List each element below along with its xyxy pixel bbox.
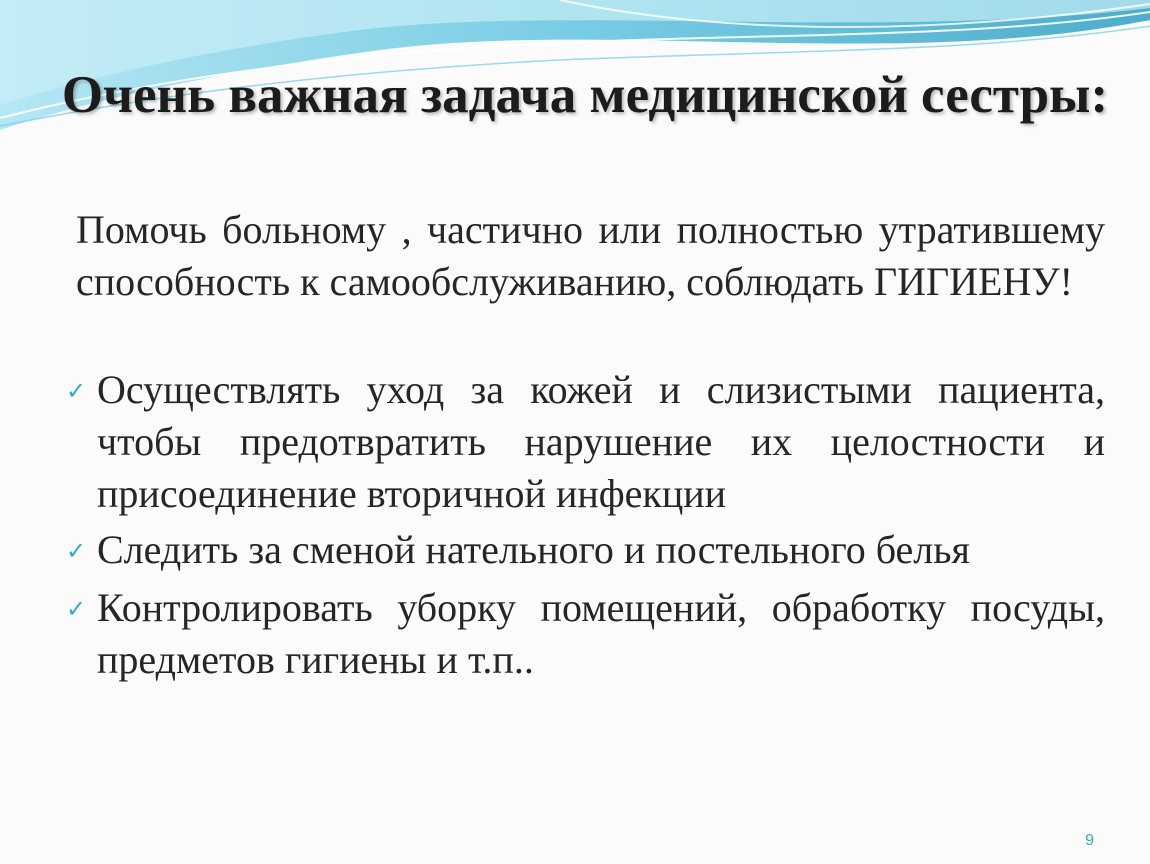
list-item: Контролировать уборку помещений, обработку посуды, предметов гигиены и т.п.. [97,585,1105,682]
page-number: 9 [1085,832,1094,849]
check-icon: ✓ [66,537,87,565]
check-icon: ✓ [66,595,87,623]
list-item: Следить за сменой нательного и постельного белья [97,527,970,572]
check-icon: ✓ [66,377,87,405]
slide-title: Очень важная задача медицинской сестры: [61,66,1109,124]
list-item: Осуществлять уход за кожей и слизистыми пациента, чтобы предотвратить нарушение их целостности и присоединение вторичной инфекции [97,367,1105,516]
intro-paragraph: Помочь больному , частично или полностью утратившему способность к самообслуживанию, соблюдать ГИГИЕНУ! [76,207,1105,304]
